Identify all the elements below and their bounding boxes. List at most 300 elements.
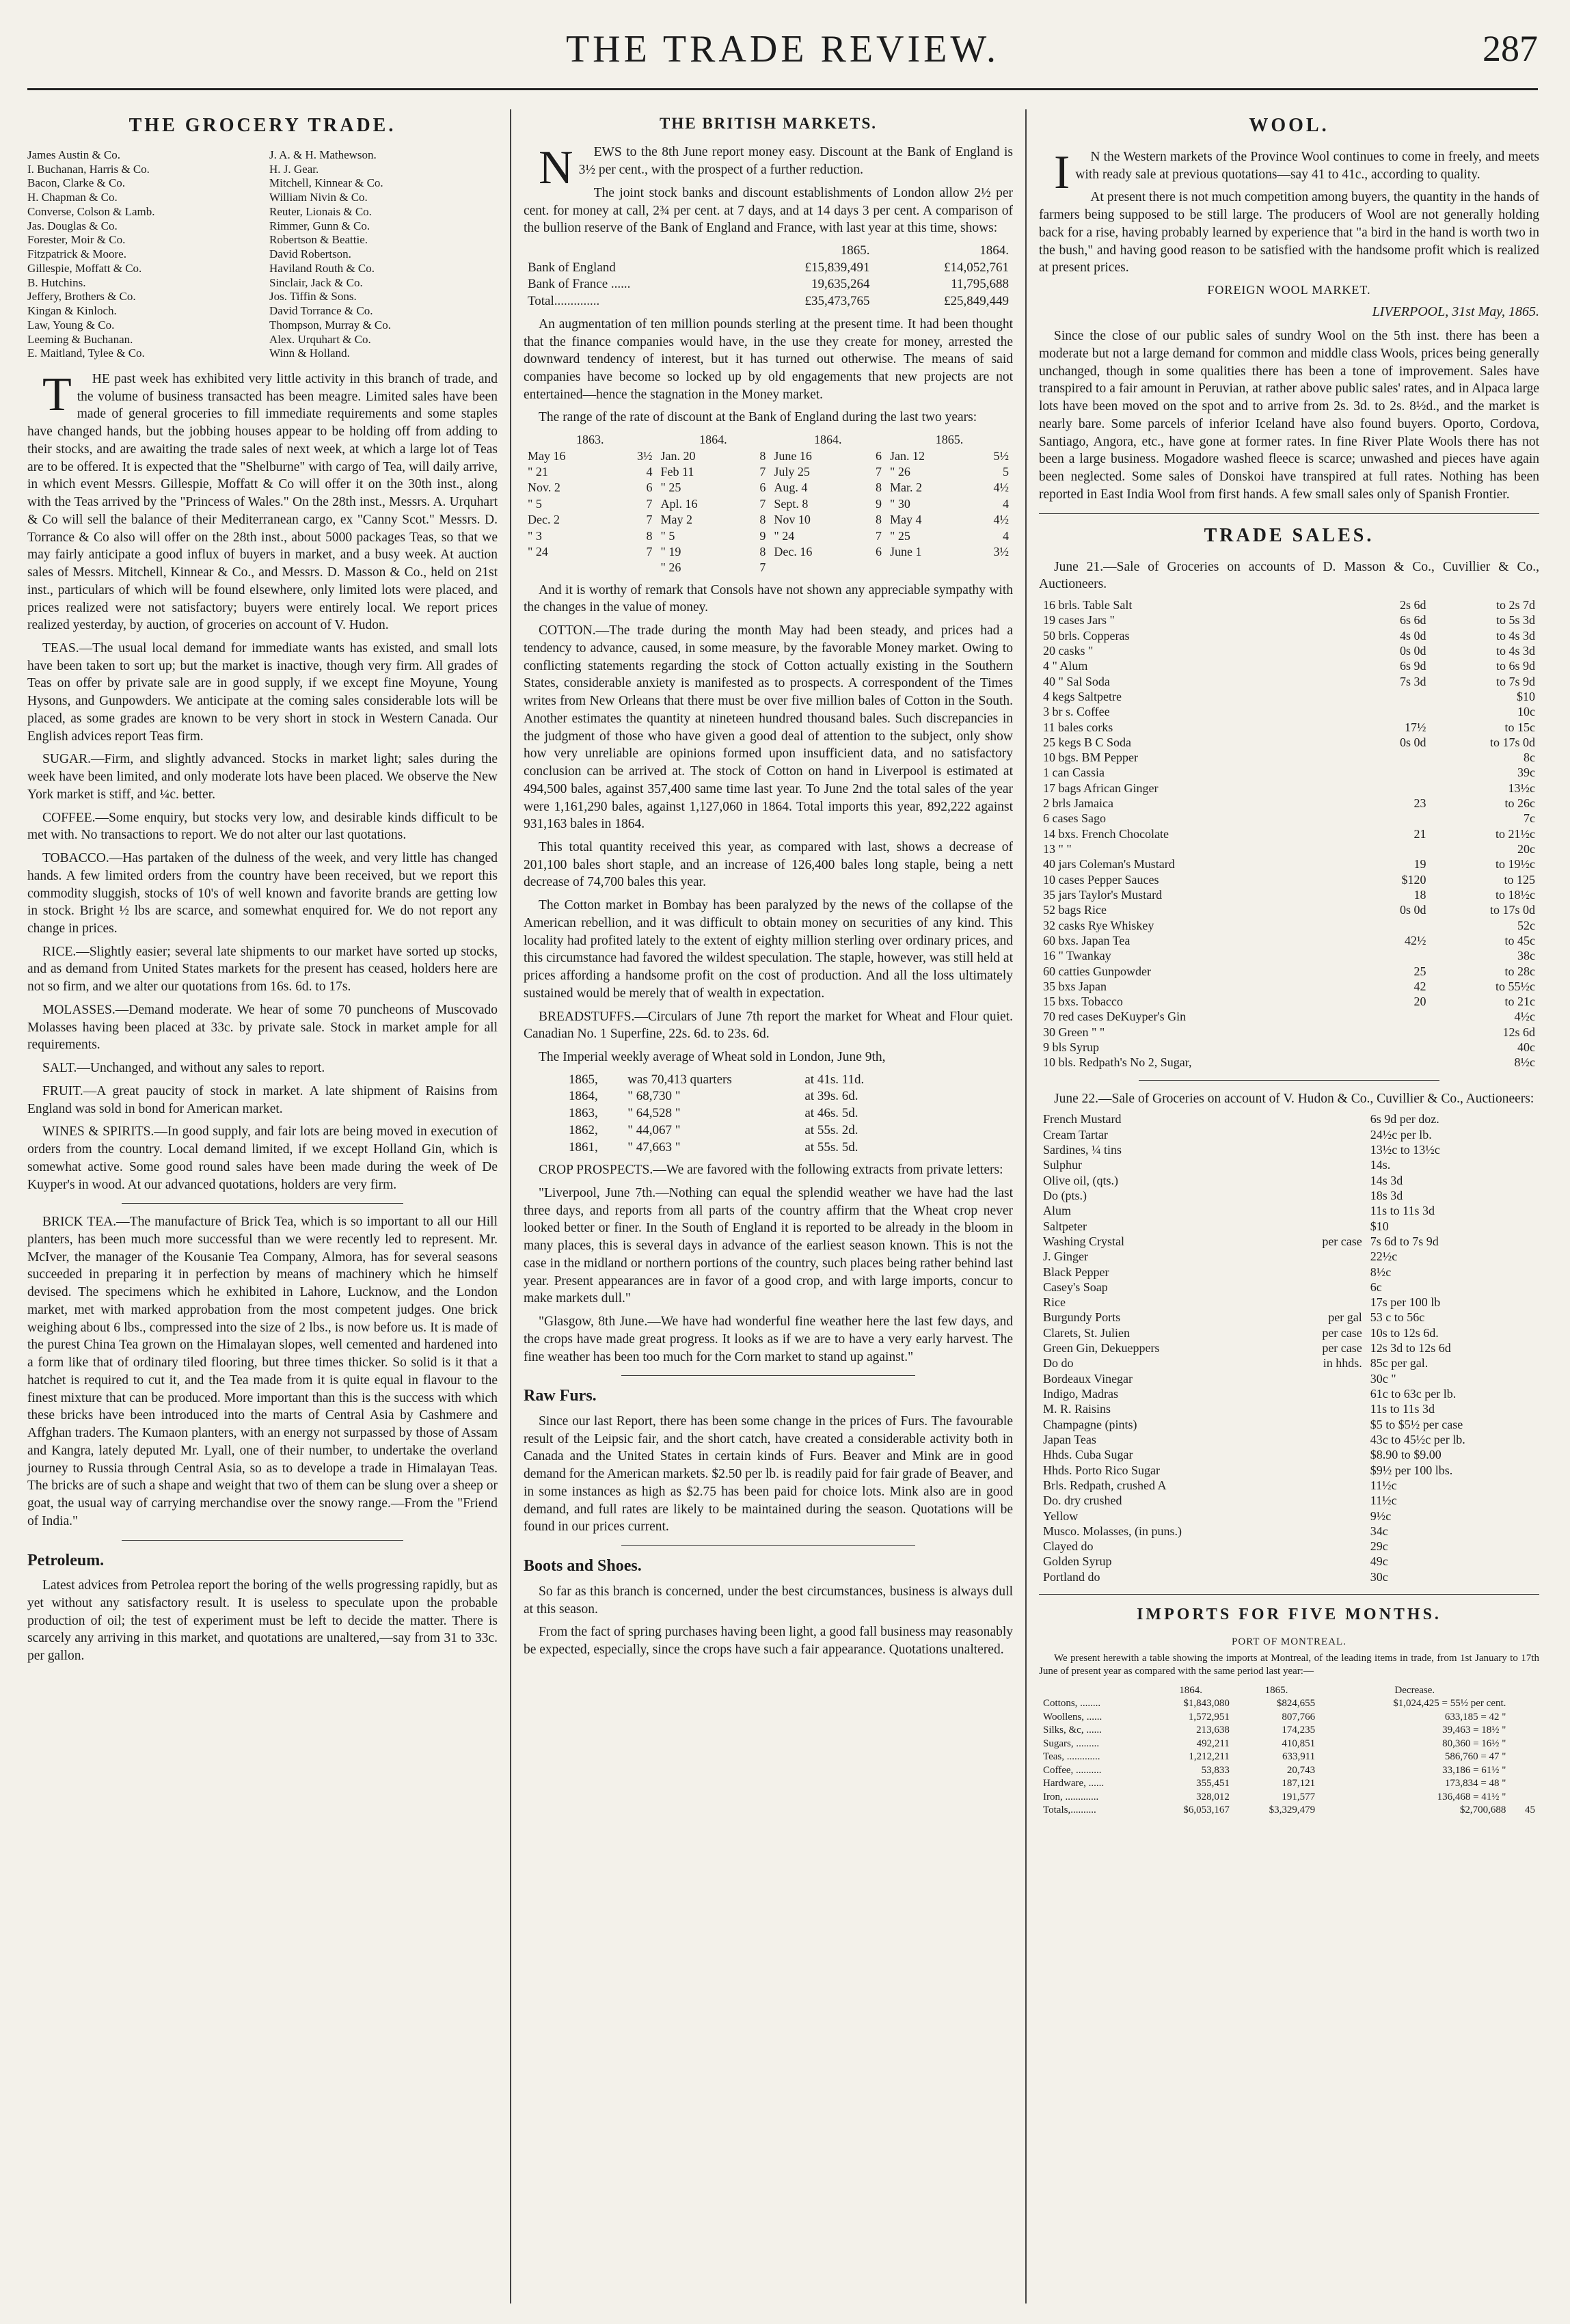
table-cell [1286,1524,1366,1539]
table-cell [1359,1009,1430,1024]
table-cell: Washing Crystal [1043,1234,1125,1248]
table-cell: to 17s 0d [1489,735,1535,749]
table-cell: 3½ [993,544,1009,558]
table-cell: Bank of France ...... [528,277,631,292]
table-cell: 410,851 [1282,1738,1316,1749]
table-cell: 35 bxs Japan [1043,979,1107,993]
sale-table [1039,1111,1539,1584]
firm-name: B. Hutchins. [27,275,86,289]
table-cell: 173,834 = 48 " [1444,1778,1506,1789]
table-cell: " 44,067 " [627,1122,681,1137]
table-cell: 49c [1370,1554,1388,1569]
firm-name: Sinclair, Jack & Co. [269,275,363,289]
sale-row [1039,704,1539,719]
table-cell: to 55½c [1495,979,1535,993]
paragraph: At present there is not much competition among buyers, the quantity in the hands of farmers being supposed to be still large. The producers of Wool are not generally holding back for a rise, having probably learned by experience that "a bird in the hand is worth two in the bush," and having good reason to be satisfied with the handsome profit which is realized at present prices. [1039,190,1539,275]
table-cell: Cottons, ........ [1043,1698,1101,1710]
imports-section [1039,1604,1539,1817]
table-cell: was 70,413 quarters [627,1072,732,1087]
paragraph: Since the close of our public sales of sundry Wool on the 5th inst. there has been a moderate but not a large demand for common and middle class Wools, prices being generally unchanged, though in some qualities there has been a tone of improvement. Sales have transpired to a fair amount in Peruvian, at rather above public sales' rates, and in Alpaca large lots have been moved on the spot and to arrive from 2s. 3d. to 2s. 8½d., and the market is nearly bare. Some parcels of inferior Iceland have also found buyers. Oporto, Cordova, Santiago, Angora, etc., have gone at former rates. In fine River Plate Wools there has not been a large business. Mogadore washed fleece is scarce; unwashed and pieces have again been neglected. Some sales of Donskoi have transpired at full rates. Nothing has been reported in East India Wool from first hands. A few small sales only of Spanish Frontier. [1039,329,1539,502]
table-cell: 20 casks " [1043,643,1094,658]
firm-name: David Torrance & Co. [269,304,373,318]
paragraph: From the fact of spring purchases having been light, a good fall business may reasonably be expected, especially, since the crops have such a fair appearance. Quotations unaltered. [524,1625,1013,1657]
table-cell [1359,704,1430,719]
table-cell: Coffee, .......... [1043,1764,1102,1776]
table-cell: 7c [1524,811,1535,826]
page-number: 287 [1483,28,1538,69]
table-cell: Aug. 4 [774,481,808,495]
table-cell: Nov. 2 [528,481,560,495]
sale-row [1039,612,1539,627]
grocery-paragraph: RICE.—Slightly easier; several late shipments to our market have sorted up stocks, and as demand from United States markets for the present has ceased, holders here are not so firm, and we alter our quotations from 16s. 6d. to 17s. [27,944,498,995]
table-cell [968,560,1013,576]
table-cell: Hhds. Porto Rico Sugar [1043,1463,1160,1477]
table-cell: at 55s. 2d. [804,1122,858,1137]
sale-row [1039,1280,1539,1295]
table-cell: 25 kegs B C Soda [1043,735,1132,749]
sale-row [1039,1203,1539,1218]
table-cell: 174,235 [1282,1725,1316,1736]
sale-row [1039,1127,1539,1142]
table-cell: 7 [759,560,766,575]
table-cell [1286,1447,1366,1462]
table-cell: 4½c [1514,1010,1535,1024]
table-cell: 12s 3d to 12s 6d [1370,1341,1451,1355]
liverpool-letter: "Liverpool, June 7th.—Nothing can equal the splendid weather we have had the last three days, and reports from all parts of the country affirm that the Wheat crop never looked better or finer. In the South of England it is reported to be already in the bloom in many places, this is several days in advance of the earliest season known. This is not the case in the midland or northern portions of the country, such places being rather behind last year. Present appearances are in favor of a good crop, and with large imports, concur to make markets dull." [524,1185,1013,1306]
table-cell: to 4s 3d [1495,643,1535,658]
table-cell: 6c [1370,1280,1382,1294]
table-cell: Sept. 8 [774,496,809,511]
paragraph: The Imperial weekly average of Wheat sold in London, June 9th, [539,1050,886,1065]
petroleum-article: Latest advices from Petrolea report the boring of the wells progressing rapidly, but as yet without any satisfactory result. It is useless to speculate upon the probable production of oil; the test of experiment must be left to decide the matter. There is scarcely any arriving in this market, and quotations are unaltered,—say from 31 to 33c. per gallon. [27,1578,498,1664]
sale-row [1039,948,1539,963]
sale-row [1039,1432,1539,1447]
table-cell: Dec. 16 [774,544,813,558]
firm-list [27,148,498,361]
table-cell: 6 [876,544,882,558]
table-cell: $3,329,479 [1269,1805,1316,1816]
table-cell: 19 [1413,857,1426,871]
table-cell: $8.90 to $9.00 [1370,1448,1442,1462]
table-cell [1286,1249,1366,1264]
table-cell: 18s 3d [1370,1188,1403,1202]
table-cell: £15,839,491 [804,260,870,275]
paragraph: The range of the rate of discount at the Bank of England during the last two years: [539,410,977,425]
table-cell: 4½ [993,513,1009,527]
table-cell: 4 kegs Saltpetre [1043,689,1122,703]
sale-row [1039,902,1539,917]
table-cell [1286,1478,1366,1493]
table-cell: 2 brls Jamaica [1043,796,1113,811]
table-cell: 7 [646,513,653,527]
table-cell: Champagne (pints) [1043,1417,1137,1431]
paragraph: An augmentation of ten million pounds sterling at the present time. It had been thought that the finance companies would have, in the use they create for money, arrested the downward tendency of interest, but it has turned out otherwise. The means of said companies have become so locked up by old engagements that new projects are not entertained—hence the stagnation in the Money market. [524,316,1013,402]
table-cell: " 5 [660,528,675,543]
table-cell: 16 " Twankay [1043,949,1111,963]
sale-row [1039,1295,1539,1310]
table-cell [1286,1203,1366,1218]
table-row [524,464,1013,480]
table-cell: 9 [759,528,766,543]
table-cell [1286,1371,1366,1386]
table-cell: 633,185 = 42 " [1444,1711,1506,1722]
breadstuffs-paragraph: BREADSTUFFS.—Circulars of June 7th report the market for Wheat and Flour quiet. Canadian No. 1 Superfine, 22s. 6d. to 23s. 6d. [524,1009,1013,1042]
table-cell: to 4s 3d [1495,628,1535,643]
table-cell: 5½ [993,448,1009,463]
table-cell: 1865, [569,1072,598,1087]
table-cell: 39c [1517,766,1535,780]
sale-row [1039,781,1539,796]
table-cell: 4 [1003,496,1009,511]
table-cell: " 26 [890,464,910,478]
table-cell: Cream Tartar [1043,1127,1108,1141]
table-cell [612,560,657,576]
divider [122,1540,404,1541]
paragraph: This total quantity received this year, as compared with last, shows a decrease of 201,100 bales short staple, and an increase of 126,400 bales long staple, being a nett decrease of 74,700 bales this year. [524,839,1013,890]
table-cell: 4s 0d [1399,628,1426,643]
table-cell: 9½c [1370,1509,1392,1523]
table-cell: 11½c [1370,1478,1397,1492]
table-cell: Japan Teas [1043,1432,1096,1446]
sale-row [1039,689,1539,704]
sale-row [1039,1265,1539,1280]
table-cell: Bordeaux Vinegar [1043,1371,1133,1386]
table-cell: 1864. [1179,1684,1203,1696]
table-row [524,480,1013,496]
table-cell: £14,052,761 [944,260,1009,275]
firm-name: Alex. Urquhart & Co. [269,332,371,346]
table-cell: 85c per gal. [1370,1356,1429,1370]
table-row [1039,1738,1539,1751]
sale-row [1039,933,1539,948]
table-cell: Nov 10 [774,513,811,527]
grocery-paragraph: FRUIT.—A great paucity of stock in market. A late shipment of Raisins from England was sold in bond for American market. [27,1083,498,1116]
table-cell [1286,1142,1366,1157]
table-cell: Teas, ............. [1043,1751,1100,1763]
table-cell: Mar. 2 [890,481,923,495]
table-cell: $5 to $5½ per case [1370,1417,1463,1431]
table-row [565,1072,907,1089]
sale-row [1039,994,1539,1009]
divider [621,1375,915,1376]
imports-table [1039,1684,1539,1818]
firm-name: Bacon, Clarke & Co. [27,176,126,190]
table-cell: 23 [1413,796,1426,811]
table-cell: 11 bales corks [1043,720,1113,734]
table-row [1039,1764,1539,1778]
sale-row [1039,1249,1539,1264]
table-row [565,1088,907,1105]
table-cell: " 64,528 " [627,1106,681,1121]
table-cell: June 1 [890,544,922,558]
table-cell: $6,053,167 [1183,1805,1230,1816]
table-cell: 8 [759,448,766,463]
brick-tea-article: BRICK TEA.—The manufacture of Brick Tea, which is so important to all our Hill planters, has been much more successful than we were recently led to represent. Mr. McIver, the manager of the Kousanie Tea Company, Almora, has for several seasons succeeded in preparing it in perfection by means of machinery which he himself devised. The specimens which he exhibited in Lahore, Lucknow, and the London market, met with marked approbation from the most competent judges. One brick weighing about 6 lbs., compressed into the size of 2 lbs., is now before us. It is made of the purest China Tea grown on the Himalayan slopes, well cemented and hardened into a form like that of ordinary tiled flooring, but three times thicker. So solid is it that a hatchet is required to cut it, and the Tea made from it is quite equal in flavour to the finest mixture that can be produced. More important than this is the success with which these bricks have been introduced into the marts of Central Asia by Cashmere and Affghan traders. The Kumaon planters, with an energy not surpassed by those of Assam and Kangra, lately deputed Mr. Lyall, one of their number, to undertake the overland journey to Russia through Central Asia, so as to develope a trade in Himalayan Teas. The bricks are of such a shape and weight that two of them can be slung over a sheep or goat, the usual way of carrying merchandise over the snowy range.—From the "Friend of India." [27,1215,498,1528]
petroleum-heading: Petroleum. [27,1551,105,1569]
table-cell: 191,577 [1282,1791,1316,1802]
firm-name: E. Maitland, Tylee & Co. [27,347,145,360]
sale-row [1039,1310,1539,1325]
table-cell: 22½c [1370,1249,1398,1264]
sale-row [1039,1340,1539,1355]
newspaper-title: THE TRADE REVIEW. [565,28,1000,70]
foreign-wool-heading: FOREIGN WOOL MARKET. [1207,283,1371,297]
table-cell: 10 bgs. BM Pepper [1043,751,1138,765]
table-cell: $10 [1517,689,1535,703]
imports-subtitle: PORT OF MONTREAL. [1232,1636,1346,1647]
sale-row [1039,1219,1539,1234]
table-cell: 15 bxs. Tobacco [1043,995,1123,1009]
sale-row [1039,1539,1539,1554]
sale-row [1039,658,1539,673]
table-cell: 1864. [699,433,727,447]
sale-row [1039,643,1539,658]
table-cell: 0s 0d [1399,643,1426,658]
table-header-row [524,243,1013,260]
table-cell: Clarets, St. Julien [1043,1325,1130,1340]
sale-row [1039,1355,1539,1370]
sale-row [1039,1157,1539,1172]
sale-row [1039,1188,1539,1203]
raw-furs-article: Since our last Report, there has been some change in the prices of Furs. The favourable result of the Leipsic fair, and the short catch, have created a considerable activity both in Canada and the United States in certain kinds of Furs. Beaver and Mink are in good demand for the American markets. $2.50 per lb. is readily paid for fair grade of Beaver, and in some instances as high as $2.75 has been paid for choice lots. Mink also are in good demand, and full rates are likely to be maintained during the season. Quotations will be found in our prices current. [524,1414,1013,1535]
sale-row [1039,1447,1539,1462]
sale-row [1039,720,1539,735]
table-cell: May 2 [660,513,692,527]
table-cell: 6s 9d per doz. [1370,1112,1439,1126]
table-cell: to 17s 0d [1489,903,1535,917]
paragraph: IN the Western markets of the Province Wool continues to come in freely, and meets with ready sale at previous quotations—say 41 to 41c., according to quality. [1054,146,1539,199]
sale-row [1039,856,1539,871]
grocery-paragraph: TOBACCO.—Has partaken of the dulness of the week, and very little has changed hands. A few limited orders from the country have been received, but we report this commodity sluggish, stocks of 10's of well known and favorite brands are getting low in stock. Bright ½ lbs are scarce, and somewhat enquired for. We do not report any change in prices. [27,851,498,936]
table-cell [1286,1173,1366,1188]
bullion-table [524,243,1013,310]
grocery-trade-title: THE GROCERY TRADE. [128,115,396,136]
table-cell: " 3 [528,528,542,543]
paragraph: The joint stock banks and discount establishments of London allow 2½ per cent. for money at call, 2¾ per cent. at 7 days, and at 14 days 3 per cent. A comparison of the bullion reserve of the Bank of England and France, with last year at this time, shows: [524,185,1013,236]
table-cell: Hhds. Cuba Sugar [1043,1448,1133,1462]
table-cell: 1862, [569,1122,598,1137]
sale-row [1039,1040,1539,1055]
table-cell: to 21c [1504,995,1535,1009]
table-cell: Apl. 16 [660,496,698,511]
table-cell [1359,841,1430,856]
table-cell: 40 " Sal Soda [1043,674,1110,688]
table-cell: $824,655 [1276,1698,1316,1710]
paragraph: The Cotton market in Bombay has been paralyzed by the news of the collapse of the American rebellion, and it was difficult to obtain money on securities of any kind. This locality had profited lately to the extent of eighty million sterling over ordinary prices, and this circumstance had favored the wildest speculation. The staple, however, was still held at prices affording a handsome profit on the cost of production. And all the loss ultimately sustained would be merely that of wealth in expectation. [524,898,1013,1001]
firm-name: Mitchell, Kinnear & Co. [269,176,383,190]
table-cell: 0s 0d [1399,903,1426,917]
table-cell: June 16 [774,448,812,463]
sale-row [1039,1463,1539,1478]
table-cell: 50 brls. Copperas [1043,628,1130,643]
table-cell: " 26 [660,560,681,575]
grocery-paragraph: THE past week has exhibited very little activity in this branch of trade, and the volume of business transacted has been meagre. Limited sales have been made of general groceries to fill immediate requirements and some staples have changed hands, but the jobbing houses appear to be holding off from adding to their stocks, and are awaiting the trade sales of next week, at which a large lot of Teas are to be offered. It is expected that the "Shelburne" with cargo of Tea, will daily arrive, in which event Messrs. Gillespie, Moffatt & Co will offer it on the 30th inst., along with the Teas arrived by the "Princess of Wales." On the 28th inst., Messrs. A. Urquhart & Co will sell the balance of their Mediterranean cargo, ex "Canny Scot." Messrs. D. Torrance & Co also will offer on the 28th inst., about 5000 packages Teas, so that we may fairly anticipate a good influx of buyers in market, and a busy week. At auction sales of Messrs. Mitchell, Kinnear & Co., and Messrs. D. Masson & Co., held on 21st inst., particulars of which will be found elsewhere, only limited lots were placed, and prices realized were not satisfactory; buyers were entirely local. We report prices realized yesterday, by auction, of groceries on account of V. Hudon. [27,368,498,633]
table-cell: 9 bls Syrup [1043,1040,1100,1055]
table-cell: 21 [1413,826,1426,841]
table-cell: 6 [759,481,766,495]
table-cell: 18 [1413,887,1426,902]
firm-name: Kingan & Kinloch. [27,304,117,318]
table-cell: 586,760 = 47 " [1444,1751,1506,1763]
sale-row [1039,735,1539,750]
table-cell: 35 jars Taylor's Mustard [1043,887,1163,902]
firm-name: Forester, Moir & Co. [27,233,126,247]
table-cell [1286,1569,1366,1584]
sale-row [1039,1055,1539,1070]
table-cell: 7s 3d [1399,674,1426,688]
table-cell: Rice [1043,1295,1066,1310]
table-cell: in hhds. [1323,1356,1362,1370]
table-cell: per case [1322,1325,1362,1340]
table-cell: Alum [1043,1204,1072,1218]
table-row [524,560,1013,576]
table-cell: Indigo, Madras [1043,1387,1118,1401]
table-cell [1286,1463,1366,1478]
table-cell: Musco. Molasses, (in puns.) [1043,1524,1182,1538]
sale-row [1039,826,1539,841]
table-cell [1286,1219,1366,1234]
table-row [565,1122,907,1139]
table-cell: at 39s. 6d. [804,1089,858,1104]
table-cell [1359,1055,1430,1070]
table-cell: May 4 [890,513,922,527]
sale-row [1039,1009,1539,1024]
table-cell: $10 [1370,1219,1389,1233]
sale-row [1039,1325,1539,1340]
sale-row [1039,1234,1539,1249]
table-cell: 807,766 [1282,1711,1316,1722]
table-cell: 6s 9d [1399,659,1426,673]
table-cell [1286,1157,1366,1172]
table-cell: Yellow [1043,1509,1079,1523]
divider [1039,513,1539,514]
table-cell: 1 can Cassia [1043,766,1105,780]
table-cell [1359,1025,1430,1040]
sale-heading: June 22.—Sale of Groceries on account of V. Hudon & Co., Cuvillier & Co., Auctioneers: [1054,1091,1534,1106]
table-cell: $1,024,425 = 55½ per cent. [1393,1698,1506,1710]
table-cell: 1863. [576,433,604,447]
table-row [565,1105,907,1122]
table-cell: 0s 0d [1399,735,1426,749]
table-cell: 492,211 [1196,1738,1230,1749]
table-cell: 7 [759,464,766,478]
sale-row [1039,1025,1539,1040]
table-cell: 30c " [1370,1371,1396,1386]
sale-row [1039,1493,1539,1508]
table-cell: 52 bags Rice [1043,903,1107,917]
table-cell [1359,811,1430,826]
table-cell: M. R. Raisins [1043,1402,1111,1416]
trade-sales-title: TRADE SALES. [1204,524,1375,546]
sale-row [1039,872,1539,887]
table-cell [1286,1432,1366,1447]
table-cell [1286,1280,1366,1295]
table-cell: Decrease. [1394,1684,1435,1696]
table-cell: 14s 3d [1370,1173,1403,1187]
table-cell: 1863, [569,1106,598,1121]
table-cell: Jan. 20 [660,448,696,463]
table-row [524,528,1013,544]
table-cell: 1864. [979,243,1009,258]
table-cell [1359,948,1430,963]
table-cell: " 19 [660,544,681,558]
table-cell [1359,781,1430,796]
table-cell: to 26c [1504,796,1535,811]
sale-row [1039,796,1539,811]
table-cell: Sulphur [1043,1158,1083,1172]
table-cell: 10 bls. Redpath's No 2, Sugar, [1043,1055,1192,1070]
table-cell: 1,212,211 [1189,1751,1230,1763]
firm-name: I. Buchanan, Harris & Co. [27,162,150,176]
table-cell: Totals,.......... [1043,1805,1096,1816]
sale-row [1039,1524,1539,1539]
table-cell: 1864, [569,1089,598,1104]
sale-row [1039,841,1539,856]
glasgow-letter: "Glasgow, 8th June.—We have had wonderful fine weather here the last few days, and the crops have made great progress. It looks as if we are to have a very early harvest. The fine weather has been too much for the Corn market to stand up against." [524,1314,1013,1364]
firm-name: H. Chapman & Co. [27,191,118,204]
table-cell: Green Gin, Dekueppers [1043,1341,1160,1355]
table-cell [1286,1265,1366,1280]
table-cell [1039,1684,1148,1698]
table-cell [1286,1417,1366,1432]
sale-row [1039,674,1539,689]
table-cell: 32 casks Rye Whiskey [1043,918,1154,932]
table-cell: " 21 [528,464,548,478]
header-rule [27,88,1538,90]
table-cell: 6 [876,448,882,463]
sale-row [1039,628,1539,643]
table-row [1039,1751,1539,1764]
table-row [565,1139,907,1157]
sale-row [1039,750,1539,765]
table-cell: at 55s. 5d. [804,1139,858,1154]
table-cell: to 5s 3d [1495,613,1535,627]
sale-row [1039,1554,1539,1569]
table-cell: Golden Syrup [1043,1554,1112,1569]
table-cell: Iron, ............. [1043,1791,1099,1802]
table-cell: Do. dry crushed [1043,1494,1122,1508]
table-cell: 17 bags African Ginger [1043,781,1159,795]
table-total-row [524,293,1013,310]
table-row [1039,1711,1539,1725]
table-cell: French Mustard [1043,1112,1122,1126]
table-cell: 19 cases Jars " [1043,613,1115,627]
sale-row [1039,1386,1539,1401]
sale-row [1039,964,1539,979]
table-cell: 34c [1370,1524,1388,1538]
table-cell: 20c [1517,842,1535,856]
table-cell: 4 " Alum [1043,659,1088,673]
table-cell: 61c to 63c per lb. [1370,1387,1457,1401]
table-cell: $2,700,688 [1459,1805,1506,1816]
grocery-trade-column [27,109,498,1671]
table-cell [886,560,968,576]
firm-name: Thompson, Murray & Co. [269,318,392,332]
table-cell: 17½ [1404,720,1426,734]
table-cell: " 47,663 " [627,1139,681,1154]
table-cell: J. Ginger [1043,1249,1088,1264]
sale-row [1039,1371,1539,1386]
table-cell: 7 [646,496,653,511]
table-cell: 29c [1370,1539,1388,1554]
table-cell: 52c [1517,918,1535,932]
table-cell: 4½ [993,481,1009,495]
wheat-average-table [565,1072,907,1156]
table-cell: 1865. [935,433,964,447]
table-cell: 10s to 12s 6d. [1370,1325,1439,1340]
table-cell: 11s to 11s 3d [1370,1402,1435,1416]
table-cell: 17s per 100 lb [1370,1295,1441,1310]
